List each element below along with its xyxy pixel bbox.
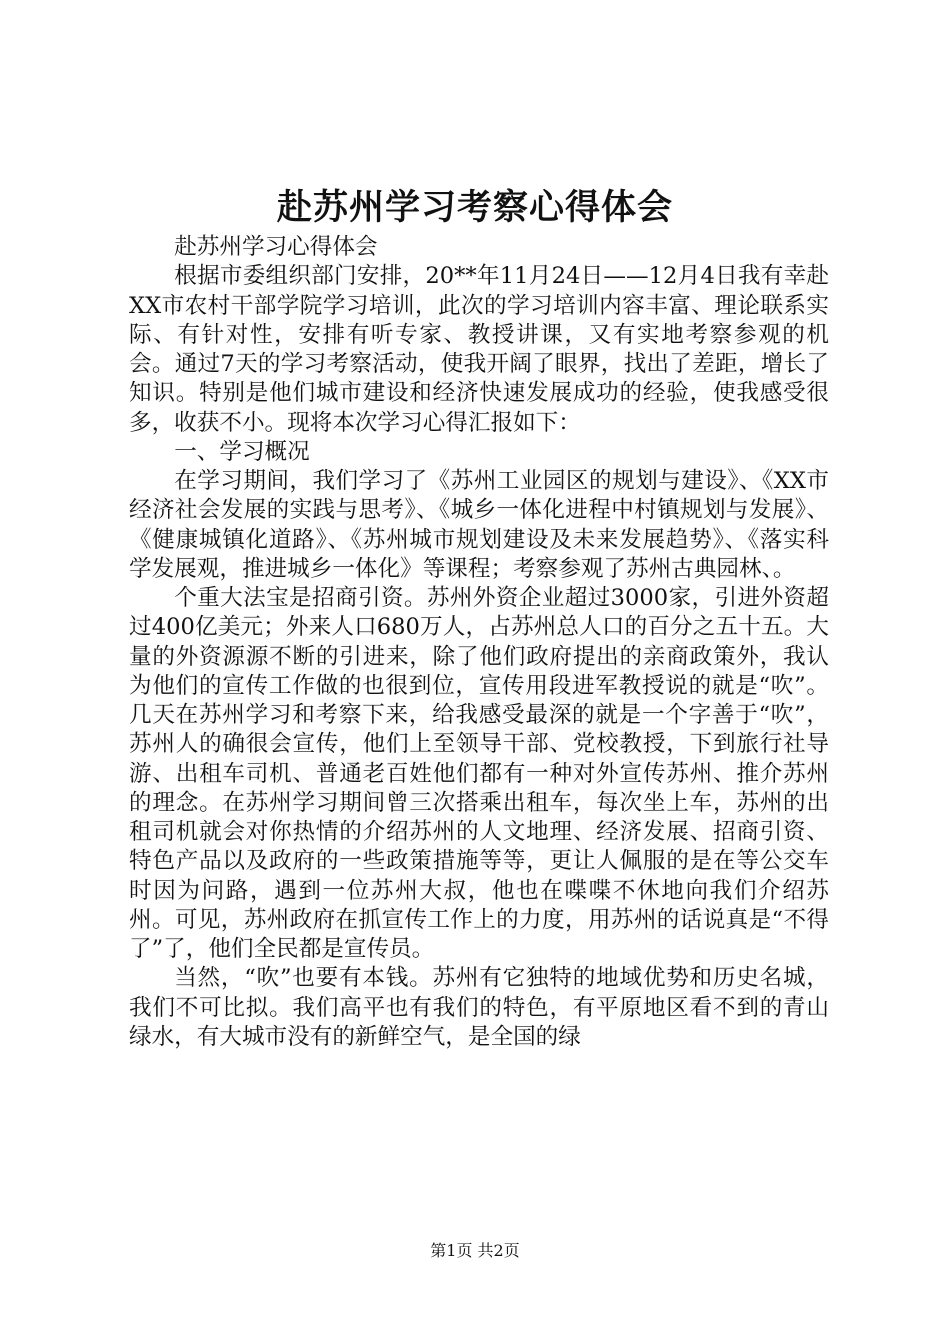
body-paragraph: 当然，“吹”也要有本钱。苏州有它独特的地域优势和历史名城，我们不可比拟。我们高平也有我们的特色，有平原地区看不到的青山绿水，有大城市没有的新鲜空气，是全国的绿 [129,965,829,1050]
body-paragraph: 根据市委组织部门安排，20**年11月24日——12月4日我有幸赴XX市农村干部学院学习培训，此次的学习培训内容丰富、理论联系实际、有针对性，安排有听专家、教授讲课，又有实地考察参观的机会。通过7天的学习考察活动，使我开阔了眼界，找出了差距，增长了知识。特别是他们城市建设和经济快速发展成功的经验，使我感受很多，收获不小。现将本次学习心得汇报如下： [129,263,829,436]
body-paragraph: 在学习期间，我们学习了《苏州工业园区的规划与建设》、《XX市经济社会发展的实践与思考》、《城乡一体化进程中村镇规划与发展》、《健康城镇化道路》、《苏州城市规划建设及未来发展趋势》、《落实科学发展观，推进城乡一体化》等课程；考察参观了苏州古典园林、。 [129,468,829,582]
page-footer: 第1页 共2页 [430,1241,520,1260]
body-paragraph: 个重大法宝是招商引资。苏州外资企业超过3000家，引进外资超过400亿美元；外来人口680万人，占苏州总人口的百分之五十五。大量的外资源源不断的引进来，除了他们政府提出的亲商政策外，我认为他们的宣传工作做的也很到位，宣传用段进军教授说的就是“吹”。几天在苏州学习和考察下来，给我感受最深的就是一个字善于“吹”，苏州人的确很会宣传，他们上至领导干部、党校教授，下到旅行社导游、出租车司机、普通老百姓他们都有一种对外宣传苏州、推介苏州的理念。在苏州学习期间曾三次搭乘出租车，每次坐上车，苏州的出租司机就会对你热情的介绍苏州的人文地理、经济发展、招商引资、特色产品以及政府的一些政策措施等等，更让人佩服的是在等公交车时因为问路，遇到一位苏州大叔，他也在喋喋不休地向我们介绍苏州。可见，苏州政府在抓宣传工作上的力度，用苏州的话说真是“不得了”了，他们全民都是宣传员。 [129,585,829,962]
subtitle-paragraph: 赴苏州学习心得体会 [174,234,378,260]
section-heading: 一、学习概况 [174,438,310,465]
document-title: 赴苏州学习考察心得体会 [276,187,673,228]
document-body [129,233,829,1052]
